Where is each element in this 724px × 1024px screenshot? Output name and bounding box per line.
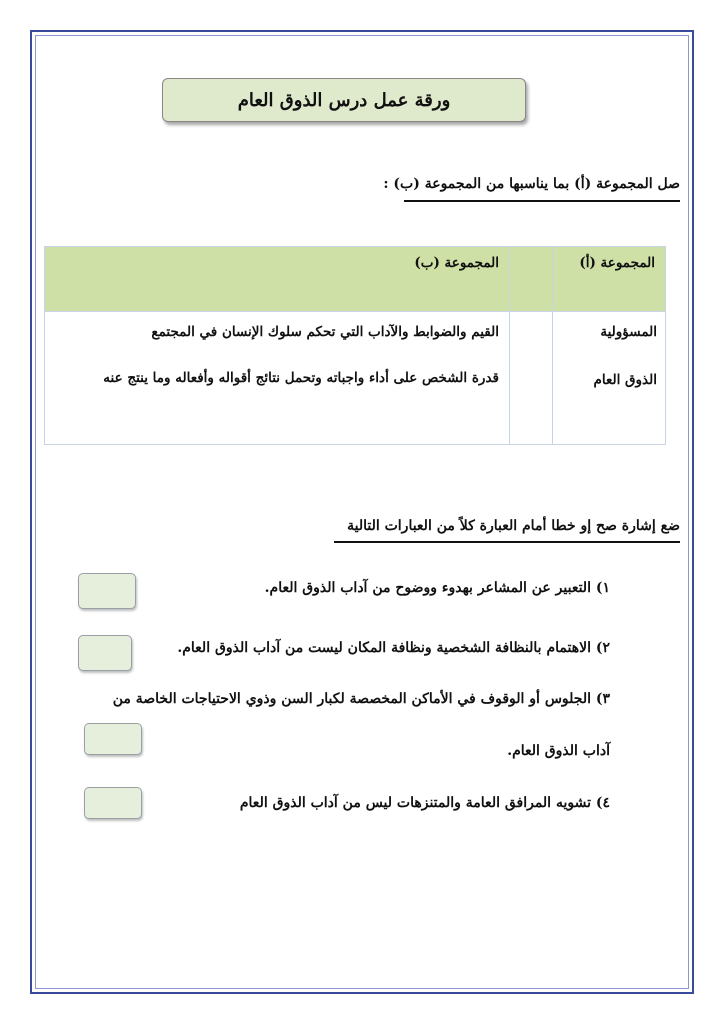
group-b-item: القيم والضوابط والآداب التي تحكم سلوك الإنسان في المجتمع — [151, 324, 499, 340]
section1-heading: صل المجموعة (أ) بما يناسبها من المجموعة (ب) : — [383, 176, 680, 192]
answer-box-3[interactable] — [84, 723, 142, 755]
header-group-b: المجموعة (ب) — [45, 247, 510, 312]
question-2: ٢) الاهتمام بالنظافة الشخصية ونظافة المكان ليست من آداب الذوق العام. — [177, 640, 610, 656]
answer-box-2[interactable] — [78, 635, 132, 671]
group-b-item: قدرة الشخص على أداء واجباته وتحمل نتائج أقواله وأفعاله وما ينتج عنه — [103, 370, 499, 386]
question-3: ٣) الجلوس أو الوقوف في الأماكن المخصصة لكبار السن وذوي الاحتياجات الخاصة من — [112, 691, 610, 707]
header-group-a: المجموعة (أ) — [553, 247, 666, 312]
answer-box-1[interactable] — [78, 573, 136, 609]
question-1: ١) التعبير عن المشاعر بهدوء ووضوح من آداب الذوق العام. — [264, 580, 610, 596]
group-a-item: المسؤولية — [600, 324, 657, 340]
worksheet-title-box — [162, 78, 526, 122]
section2-heading-underline — [334, 541, 680, 543]
group-b-cell — [45, 312, 510, 445]
worksheet-title: ورقة عمل درس الذوق العام — [237, 89, 451, 111]
question-4: ٤) تشويه المرافق العامة والمتنزهات ليس من آداب الذوق العام — [239, 795, 610, 811]
table-header-row — [45, 247, 666, 312]
section2-heading: ضع إشارة صح إو خطا أمام العبارة كلاً من العبارات التالية — [347, 518, 680, 534]
section1-heading-underline — [404, 200, 680, 202]
group-a-item: الذوق العام — [593, 372, 657, 388]
matching-table — [44, 246, 666, 445]
question-3-continued: آداب الذوق العام. — [507, 743, 610, 759]
header-spacer-1 — [510, 247, 553, 312]
group-a-cell — [553, 312, 666, 445]
table-body-row — [45, 312, 666, 445]
spacer-cell — [510, 312, 553, 445]
answer-box-4[interactable] — [84, 787, 142, 819]
